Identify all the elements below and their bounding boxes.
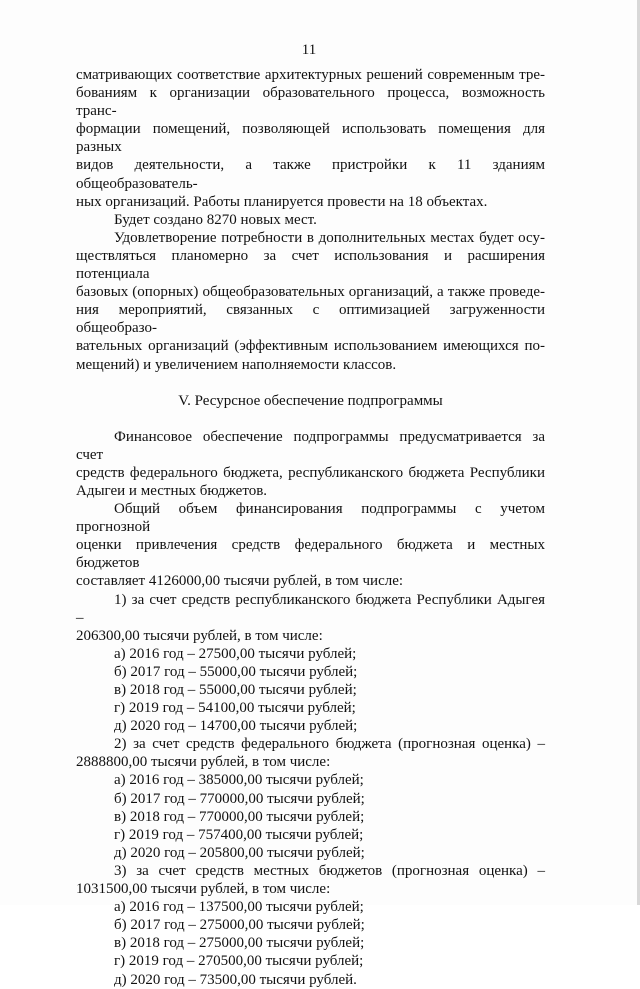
list-item: б) 2017 год – 55000,00 тысячи рублей; <box>114 663 358 680</box>
text-line: 2888800,00 тысячи рублей, в том числе: <box>76 754 331 771</box>
text-line: Финансовое обеспечение подпрограммы предусматривается за счет <box>76 428 545 463</box>
text-line: Адыгеи и местных бюджетов. <box>76 482 268 499</box>
list-item: б) 2017 год – 770000,00 тысячи рублей; <box>114 790 365 807</box>
list-item: а) 2016 год – 137500,00 тысячи рублей; <box>114 899 364 916</box>
text-line: вательных организаций (эффективным использованием имеющихся по- <box>76 338 545 355</box>
list-item: г) 2019 год – 757400,00 тысячи рублей; <box>114 826 364 843</box>
text-line: формации помещений, позволяющей использовать помещения для разных <box>76 121 545 156</box>
list-item: в) 2018 год – 275000,00 тысячи рублей; <box>114 935 365 952</box>
list-item: а) 2016 год – 385000,00 тысячи рублей; <box>114 772 364 789</box>
document-body <box>76 66 545 989</box>
text-line: 1) за счет средств республиканского бюджета Республики Адыгея – <box>76 591 545 626</box>
list-item: в) 2018 год – 55000,00 тысячи рублей; <box>114 682 357 698</box>
text-line: средств федерального бюджета, республиканского бюджета Республики <box>76 464 545 481</box>
text-line: 206300,00 тысячи рублей, в том числе: <box>76 627 323 644</box>
list-item: г) 2019 год – 270500,00 тысячи рублей; <box>114 953 364 970</box>
text-line: мещений) и увеличением наполняемости классов. <box>76 356 397 373</box>
list-item: д) 2020 год – 205800,00 тысячи рублей; <box>114 844 365 861</box>
section-heading: V. Ресурсное обеспечение подпрограммы <box>178 392 443 409</box>
list-item: г) 2019 год – 54100,00 тысячи рублей; <box>114 700 356 717</box>
page-number: 11 <box>301 42 317 58</box>
list-item: д) 2020 год – 14700,00 тысячи рублей; <box>114 718 358 735</box>
text-line: составляет 4126000,00 тысячи рублей, в том числе: <box>76 573 404 590</box>
text-line: Удовлетворение потребности в дополнительных местах будет осу- <box>114 229 545 246</box>
text-line: ния мероприятий, связанных с оптимизацией загруженности общеобразо- <box>76 302 545 337</box>
text-line: оценки привлечения средств федерального бюджета и местных бюджетов <box>76 537 545 572</box>
text-line: 1031500,00 тысячи рублей, в том числе: <box>76 881 331 898</box>
list-item: б) 2017 год – 275000,00 тысячи рублей; <box>114 917 365 934</box>
list-item: в) 2018 год – 770000,00 тысячи рублей; <box>114 808 365 825</box>
text-line: ществляться планомерно за счет использования и расширения потенциала <box>76 247 545 283</box>
list-item: а) 2016 год – 27500,00 тысячи рублей; <box>114 645 357 662</box>
list-item: д) 2020 год – 73500,00 тысячи рублей. <box>114 971 357 988</box>
paragraph: Будет создано 8270 новых мест. <box>114 211 317 228</box>
text-line: базовых (опорных) общеобразовательных организаций, а также проведе- <box>76 284 545 301</box>
text-line: ных организаций. Работы планируется провести на 18 объектах. <box>76 193 488 210</box>
text-line: Общий объем финансирования подпрограммы с учетом прогнозной <box>76 501 545 536</box>
text-line: бованиям к организации образовательного процесса, возможность транс- <box>76 85 545 120</box>
text-line: 2) за счет средств федерального бюджета (прогнозная оценка) – <box>114 736 545 753</box>
text-line: 3) за счет средств местных бюджетов (прогнозная оценка) – <box>114 862 545 879</box>
text-line: видов деятельности, а также пристройки к 11 зданиям общеобразователь- <box>76 157 545 192</box>
text-line: сматривающих соответствие архитектурных решений современным тре- <box>76 67 545 83</box>
